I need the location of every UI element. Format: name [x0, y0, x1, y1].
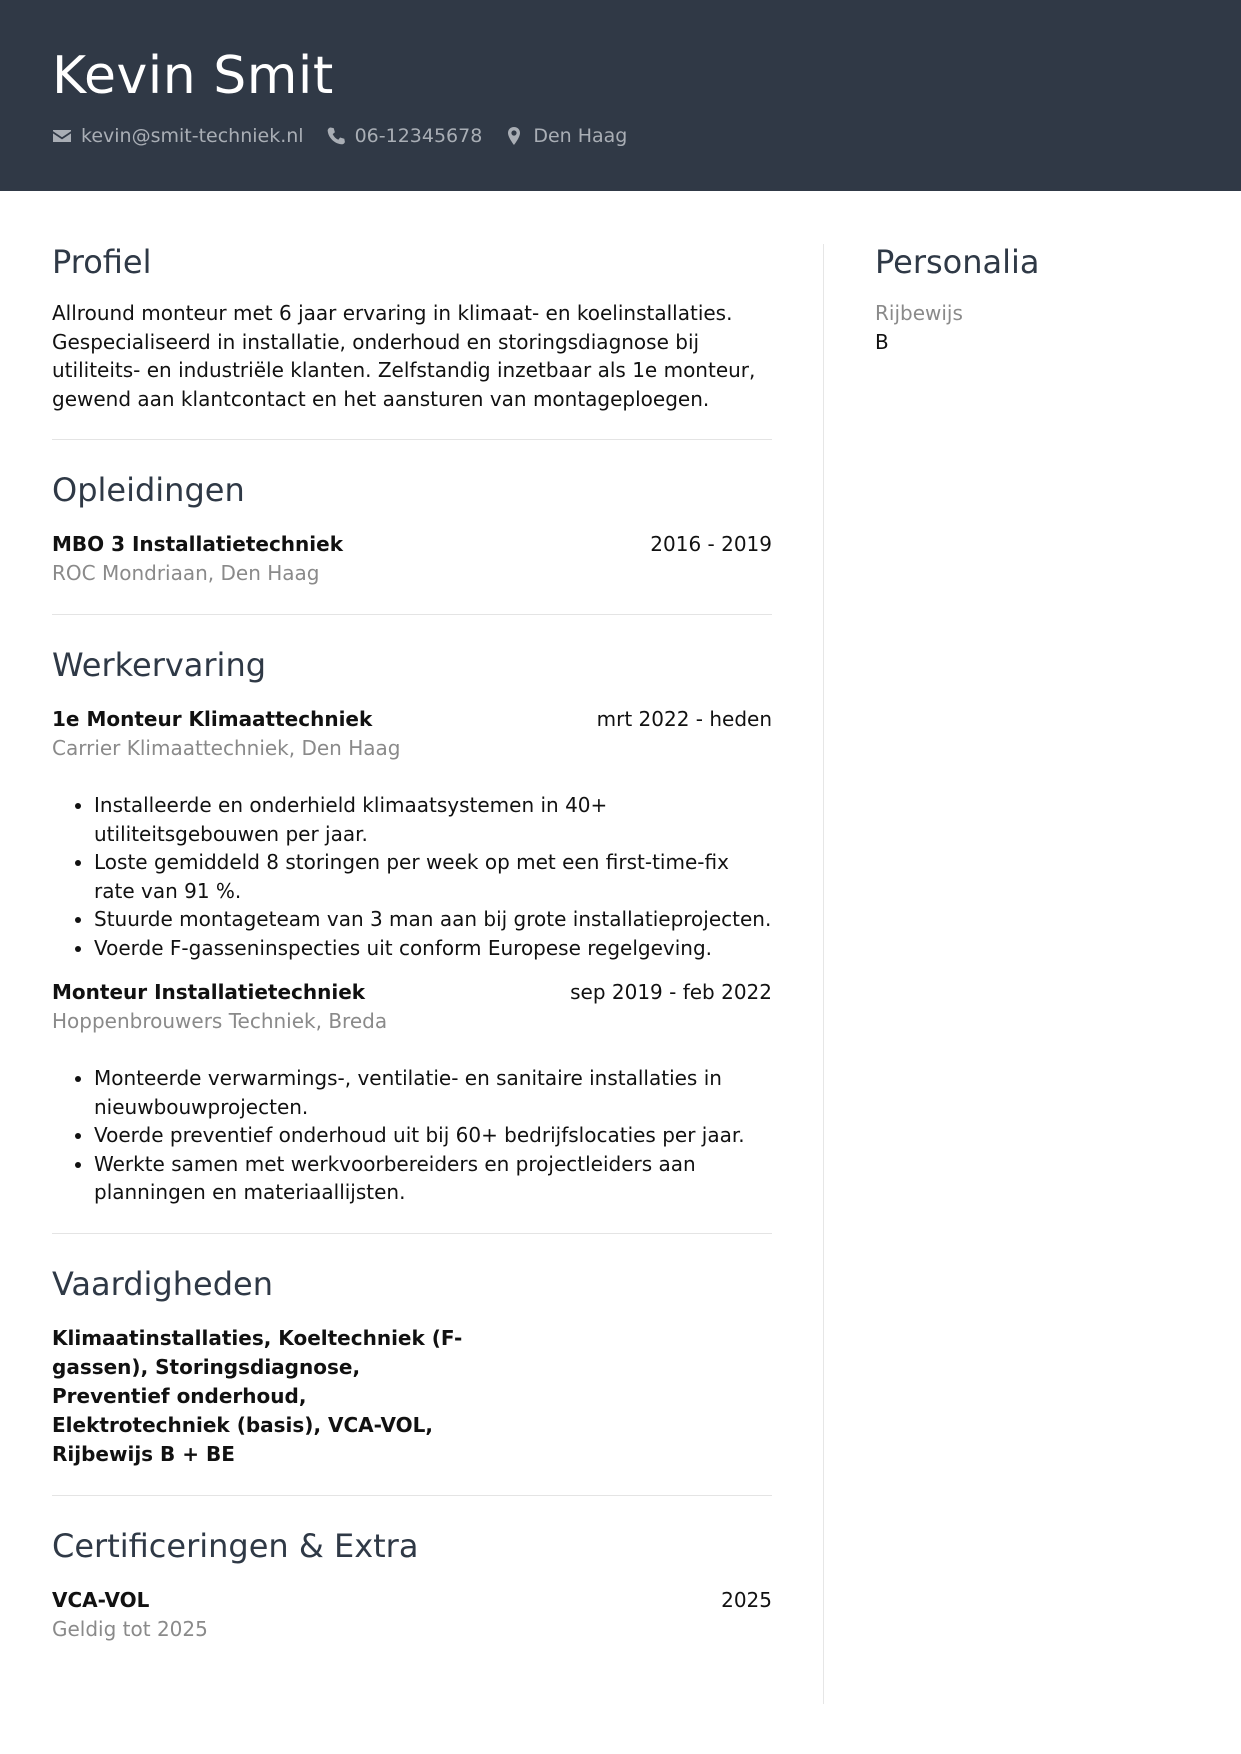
section-profile — [52, 240, 772, 440]
skills-text: Klimaatinstallaties, Koeltechniek (F-gassen), Storingsdiagnose, Preventief onderhoud, Elektrotechniek (basis), VCA-VOL, Rijbewijs B + BE — [52, 1325, 463, 1466]
certification-year: 2025 — [721, 1587, 772, 1612]
education-period: 2016 - 2019 — [650, 532, 772, 556]
certification-entry — [52, 1586, 772, 1644]
profile-heading: Profiel — [52, 243, 152, 281]
job-title: 1e Monteur Klimaattechniek — [52, 707, 373, 731]
company-name: Carrier Klimaattechniek, Den Haag — [52, 736, 401, 760]
bullet-item: • Werkte samen met werkvoorbereiders en projectleiders aan planningen en materiaallijsten. — [94, 1150, 772, 1207]
bullet-item: • Voerde F-gasseninspecties uit conform Europese regelgeving. — [94, 934, 772, 963]
job-bullets — [52, 791, 772, 962]
personal-field — [875, 299, 1195, 357]
phone-icon — [326, 126, 346, 146]
email-text: kevin@smit-techniek.nl — [81, 125, 304, 147]
main-column — [52, 240, 772, 1644]
contact-location — [504, 125, 627, 147]
license-value: B — [875, 330, 889, 354]
envelope-icon — [52, 126, 72, 146]
certification-name: VCA-VOL — [52, 1587, 150, 1612]
school-name: ROC Mondriaan, Den Haag — [52, 561, 320, 585]
column-divider — [823, 244, 824, 1704]
section-certifications — [52, 1496, 772, 1644]
section-experience — [52, 615, 772, 1234]
bullet-item: • Installeerde en onderhield klimaatsystemen in 40+ utiliteitsgebouwen per jaar. — [94, 791, 772, 848]
job-period: mrt 2022 - heden — [596, 707, 772, 731]
experience-entry — [52, 978, 772, 1207]
personal-heading: Personalia — [875, 243, 1040, 281]
sidebar — [875, 240, 1195, 357]
certifications-heading: Certificeringen & Extra — [52, 1526, 419, 1565]
contact-email[interactable] — [52, 125, 304, 147]
education-entry — [52, 530, 772, 588]
bullet-item: • Loste gemiddeld 8 storingen per week op met een first-time-fix rate van 91 %. — [94, 848, 772, 905]
profile-text: Allround monteur met 6 jaar ervaring in klimaat- en koelinstallaties. Gespecialiseerd in installatie, onderhoud en storingsdiagnose bij utiliteits- en industriële klanten. Zelfstandig inzetbaar als 1e monteur, gewend aan klantcontact en het aansturen van montageploegen. — [52, 301, 756, 411]
degree-title: MBO 3 Installatietechniek — [52, 532, 343, 556]
certification-note: Geldig tot 2025 — [52, 1616, 208, 1641]
experience-heading: Werkervaring — [52, 646, 267, 684]
skills-heading: Vaardigheden — [52, 1264, 273, 1303]
contact-bar — [52, 122, 649, 150]
phone-text: 06-12345678 — [354, 125, 483, 147]
candidate-name: Kevin Smit — [52, 46, 334, 106]
contact-phone[interactable] — [326, 125, 483, 147]
bullet-item: • Voerde preventief onderhoud uit bij 60+ bedrijfslocaties per jaar. — [94, 1121, 772, 1150]
company-name: Hoppenbrouwers Techniek, Breda — [52, 1009, 388, 1033]
license-label: Rijbewijs — [875, 301, 963, 325]
experience-entry — [52, 705, 772, 962]
location-text: Den Haag — [533, 125, 628, 147]
education-heading: Opleidingen — [52, 471, 245, 509]
bullet-item: • Monteerde verwarmings-, ventilatie- en sanitaire installaties in nieuwbouwprojecten. — [94, 1064, 772, 1121]
job-bullets — [52, 1064, 772, 1207]
resume-header — [0, 0, 1241, 191]
job-title: Monteur Installatietechniek — [52, 980, 366, 1004]
job-period: sep 2019 - feb 2022 — [570, 980, 772, 1004]
section-skills — [52, 1234, 772, 1496]
bullet-item: • Stuurde montageteam van 3 man aan bij grote installatieprojecten. — [94, 905, 772, 934]
section-education — [52, 440, 772, 615]
map-pin-icon — [504, 126, 524, 146]
